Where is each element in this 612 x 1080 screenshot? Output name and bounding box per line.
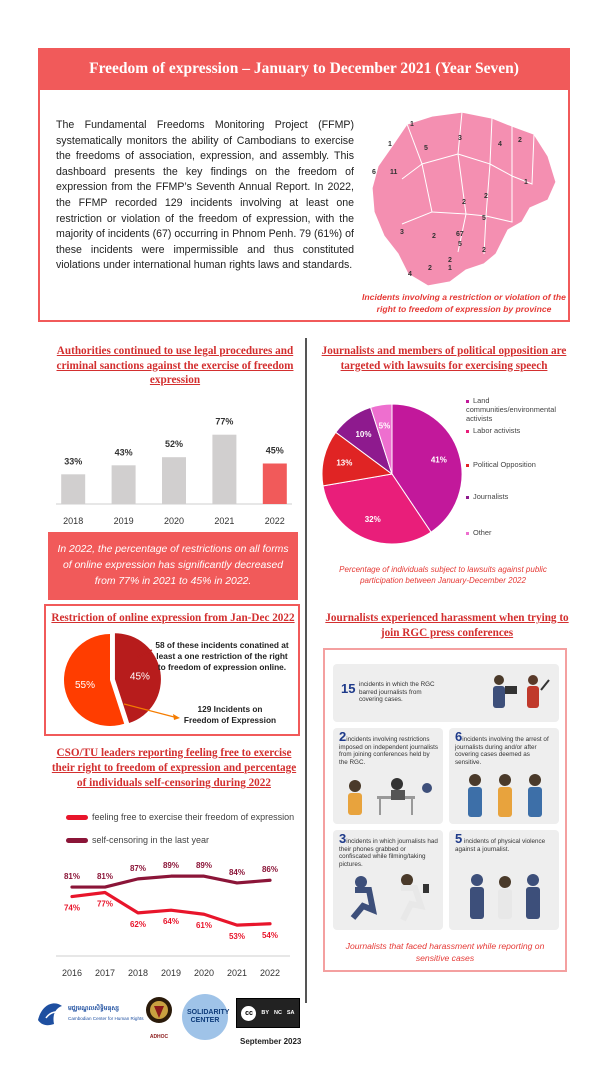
legend-dot xyxy=(466,400,469,403)
map-province-label: 11 xyxy=(390,169,398,176)
legend-label: Land communities/environmental activists xyxy=(466,396,556,423)
map-province-label: 5 xyxy=(424,145,428,152)
legend-item xyxy=(466,528,558,537)
map-province-label: 6 xyxy=(372,169,376,176)
map-province-label: 5 xyxy=(458,241,462,248)
card-text xyxy=(339,729,439,766)
cchr-logo xyxy=(32,996,144,1030)
map-province-label: 2 xyxy=(482,247,486,254)
legend-label-free: feeling free to exercise their freedom of expression xyxy=(92,812,295,822)
map-province-label: 2 xyxy=(462,199,466,206)
pie-slice-label: 32% xyxy=(364,515,381,525)
map-province-label: 4 xyxy=(408,271,412,278)
map-province-label: 2 xyxy=(428,265,432,272)
legend-item xyxy=(466,460,558,469)
line-point-label: 81% xyxy=(96,872,114,882)
solidarity-center-logo xyxy=(182,994,228,1040)
card-desc: incidents involving restrictions imposed on independent journalists from joining conferences held by the RGC. xyxy=(339,736,439,766)
adhoc-logo xyxy=(142,994,176,1042)
card-desc: incidents involving the arrest of journalists during and/or after covering cases deemed as sensitive. xyxy=(455,736,549,766)
lawsuit-caption: Percentage of individuals subject to lawsuits against public participation between January-December 2022 xyxy=(339,565,547,585)
svg-text:មជ្ឈមណ្ឌលសិទ្ធិមនុស្ស: មជ្ឈមណ្ឌលសិទ្ធិមនុស្ស xyxy=(68,1005,119,1012)
column-divider xyxy=(305,338,307,1003)
bar-value-label: 52% xyxy=(164,439,184,450)
card-desc: incidents of physical violence against a journalist. xyxy=(455,838,546,853)
card-number: 5 xyxy=(455,831,463,846)
x-tick-label: 2020 xyxy=(193,968,215,978)
cc-nc: NC xyxy=(273,1010,282,1016)
cc-by: BY xyxy=(261,1010,270,1016)
map-province-label: 3 xyxy=(400,229,404,236)
harassment-card-restricted xyxy=(333,728,443,824)
online-note-129: 129 Incidents on Freedom of Expression xyxy=(183,704,277,725)
page-title: Freedom of expression – January to December 2021 (Year Seven) xyxy=(38,48,570,90)
bar-chart xyxy=(48,398,300,530)
legend-label: Labor activists xyxy=(473,426,521,435)
line-point-label: 53% xyxy=(228,932,246,942)
bar xyxy=(61,474,85,504)
map-province-label: 4 xyxy=(498,141,502,148)
harassment-card-violence xyxy=(449,830,559,930)
line-point-label: 86% xyxy=(261,865,279,875)
map-caption: Incidents involving a restriction or violation of the right to freedom of expression by province xyxy=(362,292,566,314)
legend-dot xyxy=(466,496,469,499)
bar-value-label: 43% xyxy=(114,447,133,458)
cso-heading: CSO/TU leaders reporting feeling free to exercise their right to freedom of expression and percentage of individuals self-censoring during 2022 xyxy=(51,747,297,789)
cc-sa: SA xyxy=(286,1010,295,1016)
journalists-camera-icon xyxy=(483,670,553,718)
harassment-card-phones xyxy=(333,830,443,930)
map-province-label: 2 xyxy=(484,193,488,200)
intro-paragraph: The Fundamental Freedoms Monitoring Project (FFMP) systematically monitors the ability of Cambodians to exercise the freedoms of association, expression, and assembly. This dashboard presents the key findings on the freedom of expression from the FFMP’s Seventh Annual Report. In 2022, the FFMP recorded 129 incidents involving at least one restriction or violation of the freedom of expression, with the majority of incidents (67) occurring in Phnom Penh. 79 (61%) of these incidents were impermissible and thus constituted violations under international human rights laws and standards. xyxy=(56,119,354,272)
legend-swatch-censor xyxy=(66,838,88,843)
legend-label: Other xyxy=(473,528,492,537)
legend-swatch-free xyxy=(66,815,88,820)
press-conference-icon xyxy=(341,772,437,820)
line-point-label: 54% xyxy=(261,930,279,940)
bar-value-label: 77% xyxy=(215,416,234,427)
legend-label: Political Opposition xyxy=(473,460,536,469)
x-tick-label: 2022 xyxy=(259,968,281,978)
harassment-card-arrest xyxy=(449,728,559,824)
x-tick-label: 2022 xyxy=(264,516,285,526)
online-heading: Restriction of online expression from Jan-Dec 2022 xyxy=(51,612,295,624)
map-province-label: 67 xyxy=(456,231,464,238)
line-point-label: 89% xyxy=(195,861,213,871)
card-text xyxy=(455,831,555,853)
pie-slice-label: 10% xyxy=(355,430,372,440)
pie-slice-label: 41% xyxy=(430,455,447,465)
bar xyxy=(112,465,136,504)
harassment-caption: Journalists that faced harassment while reporting on sensitive cases xyxy=(345,941,545,963)
cc-license-badge xyxy=(236,998,300,1028)
pie-slice-label: 13% xyxy=(336,458,353,468)
x-tick-label: 2016 xyxy=(61,968,83,978)
card-text: incidents in which the RGC barred journalists from covering cases. xyxy=(359,681,435,704)
line-point-label: 62% xyxy=(129,919,147,929)
x-tick-label: 2021 xyxy=(226,968,248,978)
map-province-label: 1 xyxy=(388,141,392,148)
card-number: 15 xyxy=(341,681,356,696)
line-point-label: 87% xyxy=(129,863,147,873)
bar xyxy=(212,435,236,504)
line-point-label: 84% xyxy=(228,867,246,877)
x-tick-label: 2019 xyxy=(113,516,134,526)
map-province-label: 2 xyxy=(518,137,522,144)
card-number: 2 xyxy=(339,729,347,744)
map-province-label: 2 xyxy=(432,233,436,240)
card-desc: incidents in which journalists had their phones grabbed or confiscated while filming/taking pictures. xyxy=(339,838,438,868)
arrowhead xyxy=(173,714,180,720)
publication-date: September 2023 xyxy=(240,1037,302,1046)
x-tick-label: 2020 xyxy=(163,516,185,526)
legend-dot xyxy=(466,464,469,467)
line-point-label: 74% xyxy=(63,903,81,913)
x-tick-label: 2019 xyxy=(160,968,182,978)
solidarity-name: SOLIDARITY CENTER xyxy=(187,1009,230,1024)
card-text xyxy=(339,831,439,868)
legend-dot xyxy=(466,430,469,433)
chase-icon xyxy=(341,870,437,926)
line-point-label: 64% xyxy=(162,917,180,927)
pie-slice-label: 55% xyxy=(75,679,96,691)
bar xyxy=(263,464,287,505)
x-tick-label: 2018 xyxy=(127,968,149,978)
card-text xyxy=(455,729,555,766)
legend-label: Journalists xyxy=(473,492,509,501)
bar-value-label: 45% xyxy=(265,445,284,456)
legend-item xyxy=(466,396,558,423)
line-point-label: 89% xyxy=(162,861,180,871)
legend-feeling-free xyxy=(66,812,294,822)
legend-label-censor: self-censoring in the last year xyxy=(92,835,210,845)
line-point-label: 61% xyxy=(195,921,213,931)
x-tick-label: 2017 xyxy=(94,968,116,978)
x-tick-label: 2021 xyxy=(214,516,235,526)
legend-self-censoring xyxy=(66,835,209,845)
card-number: 6 xyxy=(455,729,463,744)
arrest-icon xyxy=(459,770,551,822)
legend-item xyxy=(466,426,558,435)
violence-icon xyxy=(459,868,551,926)
online-note-58: 58 of these incidents conatined at least a one restriction of the right to freedom of expression online. xyxy=(155,640,289,672)
map-province-label: 1 xyxy=(448,265,452,272)
pie-slice-label: 45% xyxy=(129,671,150,683)
cambodia-map xyxy=(362,104,562,290)
harass-heading: Journalists experienced harassment when trying to join RGC press conferences xyxy=(325,612,569,639)
map-province-label: 1 xyxy=(524,179,528,186)
line-chart xyxy=(48,860,298,984)
bar xyxy=(162,457,186,504)
cchr-name: Cambodian Center for Human Rights xyxy=(68,1016,144,1021)
legend-item xyxy=(466,492,558,501)
line-point-label: 77% xyxy=(96,899,114,909)
lawsuit-heading: Journalists and members of political opposition are targeted with lawsuits for exercising speech xyxy=(321,345,567,372)
adhoc-name: ADHOC xyxy=(149,1034,169,1040)
online-decrease-callout: In 2022, the percentage of restrictions on all forms of online expression has significantly decreased from 77% in 2021 to 45% in 2022. xyxy=(48,532,298,600)
line-point-label: 81% xyxy=(63,872,81,882)
card-number: 3 xyxy=(339,831,347,846)
map-province-label: 5 xyxy=(482,215,486,222)
bar-value-label: 33% xyxy=(64,456,83,467)
legal-heading: Authorities continued to use legal procedures and criminal sanctions against the exercise of freedom expression xyxy=(56,345,294,386)
harassment-card-barred xyxy=(333,664,559,722)
x-tick-label: 2018 xyxy=(63,516,84,526)
map-province-label: 3 xyxy=(458,135,462,142)
map-province-label: 1 xyxy=(410,121,414,128)
map-province-label: 2 xyxy=(448,257,452,264)
legend-dot xyxy=(466,532,469,535)
pie-slice-label: 5% xyxy=(378,421,391,431)
cc-icon: cc xyxy=(241,1006,256,1021)
lawsuit-pie-chart xyxy=(320,392,464,556)
